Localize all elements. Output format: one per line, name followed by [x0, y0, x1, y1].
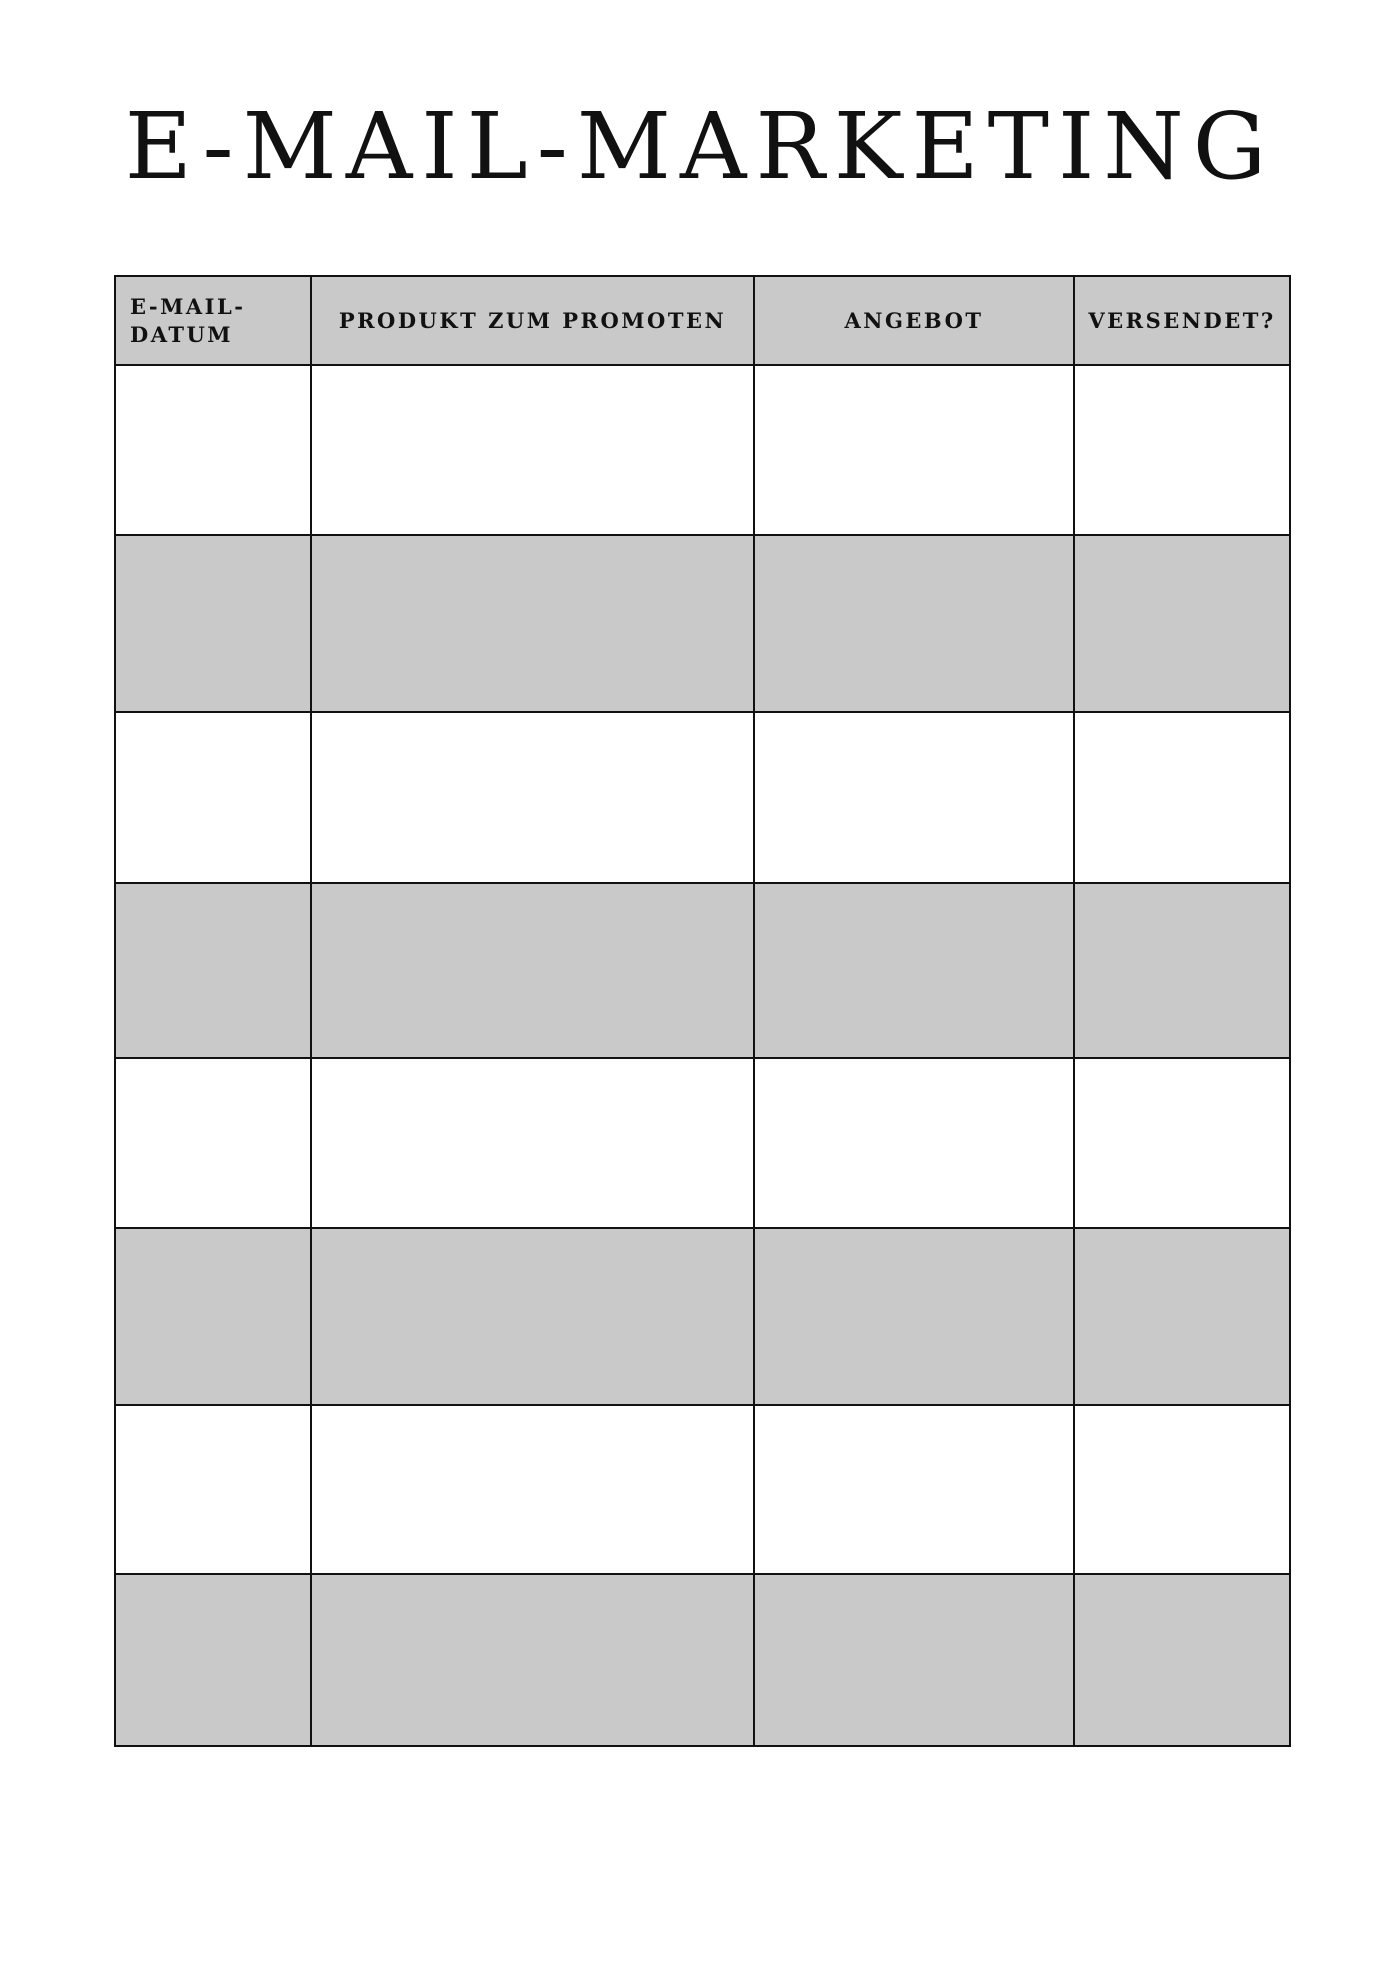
header-product: PRODUKT ZUM PROMOTEN [311, 276, 754, 365]
cell-sent[interactable] [1074, 1574, 1290, 1746]
header-email-date-line1: E-MAIL- [130, 293, 246, 319]
cell-email-date[interactable] [115, 535, 311, 712]
table-header-row [115, 276, 1290, 365]
table-row [115, 535, 1290, 712]
cell-product[interactable] [311, 883, 754, 1058]
table-row [115, 1574, 1290, 1746]
cell-product[interactable] [311, 712, 754, 883]
cell-product[interactable] [311, 1405, 754, 1574]
header-email-date [115, 276, 311, 365]
table-row [115, 1228, 1290, 1405]
cell-email-date[interactable] [115, 712, 311, 883]
table-row [115, 1405, 1290, 1574]
header-offer: ANGEBOT [754, 276, 1074, 365]
cell-offer[interactable] [754, 1574, 1074, 1746]
cell-offer[interactable] [754, 365, 1074, 535]
cell-email-date[interactable] [115, 1058, 311, 1228]
cell-offer[interactable] [754, 1058, 1074, 1228]
cell-offer[interactable] [754, 712, 1074, 883]
cell-sent[interactable] [1074, 535, 1290, 712]
cell-product[interactable] [311, 1058, 754, 1228]
cell-product[interactable] [311, 1574, 754, 1746]
cell-email-date[interactable] [115, 1574, 311, 1746]
cell-sent[interactable] [1074, 1405, 1290, 1574]
cell-sent[interactable] [1074, 883, 1290, 1058]
cell-offer[interactable] [754, 535, 1074, 712]
cell-offer[interactable] [754, 883, 1074, 1058]
table-row [115, 1058, 1290, 1228]
cell-email-date[interactable] [115, 365, 311, 535]
cell-product[interactable] [311, 535, 754, 712]
table-row [115, 712, 1290, 883]
header-email-date-line2: DATUM [130, 321, 234, 347]
cell-offer[interactable] [754, 1405, 1074, 1574]
table-row [115, 365, 1290, 535]
cell-product[interactable] [311, 365, 754, 535]
header-sent: VERSENDET? [1074, 276, 1290, 365]
email-marketing-table [114, 275, 1291, 1747]
cell-sent[interactable] [1074, 1228, 1290, 1405]
cell-offer[interactable] [754, 1228, 1074, 1405]
cell-email-date[interactable] [115, 1228, 311, 1405]
cell-sent[interactable] [1074, 1058, 1290, 1228]
cell-sent[interactable] [1074, 365, 1290, 535]
page-title: E-MAIL-MARKETING [124, 93, 1276, 200]
table-row [115, 883, 1290, 1058]
cell-email-date[interactable] [115, 883, 311, 1058]
cell-sent[interactable] [1074, 712, 1290, 883]
cell-email-date[interactable] [115, 1405, 311, 1574]
cell-product[interactable] [311, 1228, 754, 1405]
